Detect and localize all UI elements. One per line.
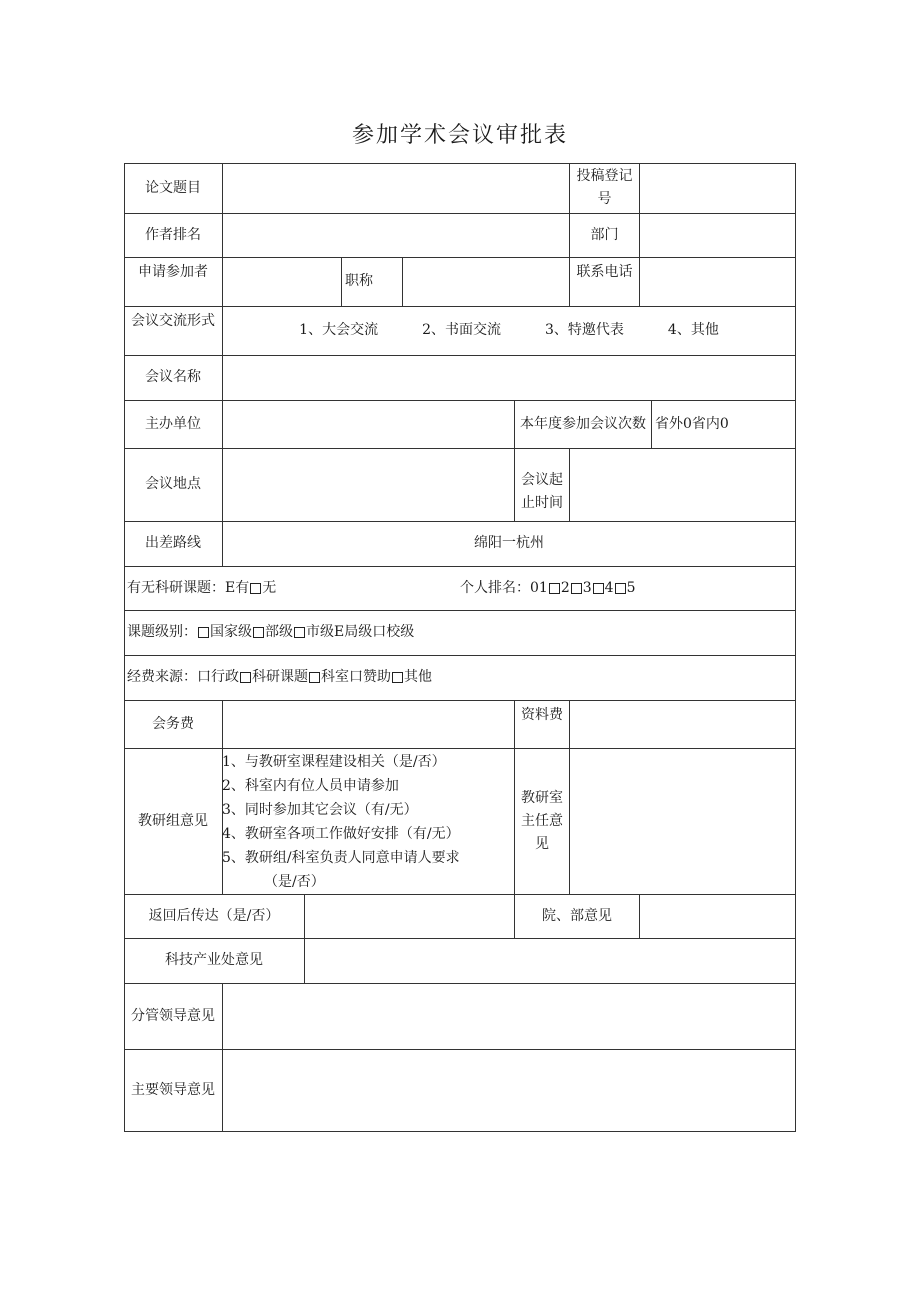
opinion-item: 1、与教研室课程建设相关（是/否） [222,754,446,770]
opinion-item: （是/否） [264,874,325,890]
author-rank-input[interactable] [223,214,569,257]
meeting-name-label: 会议名称 [145,369,201,385]
opinion-item: 4、教研室各项工作做好安排（有/无） [222,826,460,842]
submission-no-input[interactable] [640,164,795,213]
level-checkbox[interactable] [294,627,305,638]
opinion-item: 2、科室内有位人员申请参加 [222,778,399,794]
materials-fee-label: 资料费 [521,707,563,723]
applicant-input[interactable] [223,258,341,306]
main-leader-input[interactable] [223,1050,795,1131]
level-option: 国家级 [210,624,252,640]
paper-title-input[interactable] [223,164,569,213]
page-title: 参加学术会议审批表 [351,123,568,148]
job-title-input[interactable] [403,258,569,306]
rank-checkbox[interactable] [615,583,626,594]
exchange-form-options [223,306,795,355]
job-title-label: 职称 [345,273,373,289]
annual-count-value: 省外0省内0 [655,415,729,432]
organizer-input[interactable] [223,401,514,448]
director-opinion-input[interactable] [570,749,795,894]
project-level-prefix: 课题级别： [127,624,197,640]
group-opinion-items [222,750,514,894]
main-leader-label: 主要领导意见 [131,1081,215,1098]
tech-office-label: 科技产业处意见 [165,952,263,968]
leader-in-charge-input[interactable] [223,984,795,1049]
research-project-prefix: 有无科研课题：E有 [127,579,250,596]
exchange-option[interactable]: 3、特邀代表 [545,322,624,338]
funding-option: 科室口赞助 [321,669,391,685]
level-option: 部级 [265,624,293,640]
funding-option: 其他 [404,669,432,685]
college-opinion-label: 院、部意见 [542,907,612,924]
exchange-option[interactable]: 1、大会交流 [299,322,379,338]
funding-source-field [125,655,725,700]
director-opinion-label: 教研室主任意见 [521,789,563,852]
author-rank-label: 作者排名 [145,226,201,243]
funding-option: 科研课题 [252,669,308,685]
conference-fee-label: 会务费 [152,715,194,732]
rank-checkbox[interactable] [593,583,604,594]
group-opinion-label: 教研组意见 [138,812,208,829]
exchange-option[interactable]: 2、书面交流 [422,322,501,338]
department-input[interactable] [640,214,795,257]
venue-label: 会议地点 [145,476,201,492]
report-back-input[interactable] [305,895,514,938]
college-opinion-input[interactable] [640,895,795,938]
submission-no-label: 投稿登记号 [576,168,633,207]
approval-form [124,163,796,1132]
materials-fee-input[interactable] [570,701,795,748]
research-project-no: 无 [262,579,277,596]
opinion-item: 5、教研组/科室负责人同意申请人要求 [222,850,460,866]
personal-rank-field [458,566,758,610]
rank-option: 4 [604,579,614,596]
level-option: 市级E局级口校级 [306,624,415,640]
applicant-label: 申请参加者 [138,264,208,280]
report-back-label: 返回后传达（是/否） [148,907,280,924]
phone-input[interactable] [640,258,795,306]
level-checkbox[interactable] [253,627,264,638]
conference-fee-input[interactable] [223,701,514,748]
research-project-field [125,566,455,610]
exchange-option[interactable]: 4、其他 [667,322,719,338]
organizer-label: 主办单位 [145,415,201,432]
venue-input[interactable] [223,449,514,521]
leader-in-charge-label: 分管领导意见 [131,1007,215,1024]
table-border-right [795,163,796,1132]
department-label: 部门 [590,226,619,243]
exchange-form-label: 会议交流形式 [131,313,215,329]
personal-rank-prefix: 个人排名：01 [460,579,548,596]
funding-checkbox[interactable] [309,672,320,683]
no-checkbox[interactable] [250,583,261,594]
rank-checkbox[interactable] [571,583,582,594]
phone-label: 联系电话 [576,264,633,280]
route-label: 出差路线 [145,535,201,551]
rank-option: 3 [582,579,592,596]
rank-option: 2 [560,579,570,596]
level-checkbox[interactable] [198,627,209,638]
funding-checkbox[interactable] [392,672,403,683]
funding-prefix: 经费来源：口行政 [127,669,239,685]
meeting-name-input[interactable] [223,356,795,400]
paper-title-label: 论文题目 [145,179,201,196]
rank-checkbox[interactable] [549,583,560,594]
rank-option: 5 [626,579,636,596]
dates-label: 会议起止时间 [521,471,563,511]
table-border-bottom [124,1131,796,1132]
opinion-item: 3、同时参加其它会议（有/无） [222,802,418,818]
tech-office-input[interactable] [305,939,795,983]
project-level-field [125,610,725,655]
dates-input[interactable] [570,449,795,521]
annual-count-label: 本年度参加会议次数 [520,415,646,432]
funding-checkbox[interactable] [240,672,251,683]
route-value: 绵阳一杭州 [474,535,544,551]
